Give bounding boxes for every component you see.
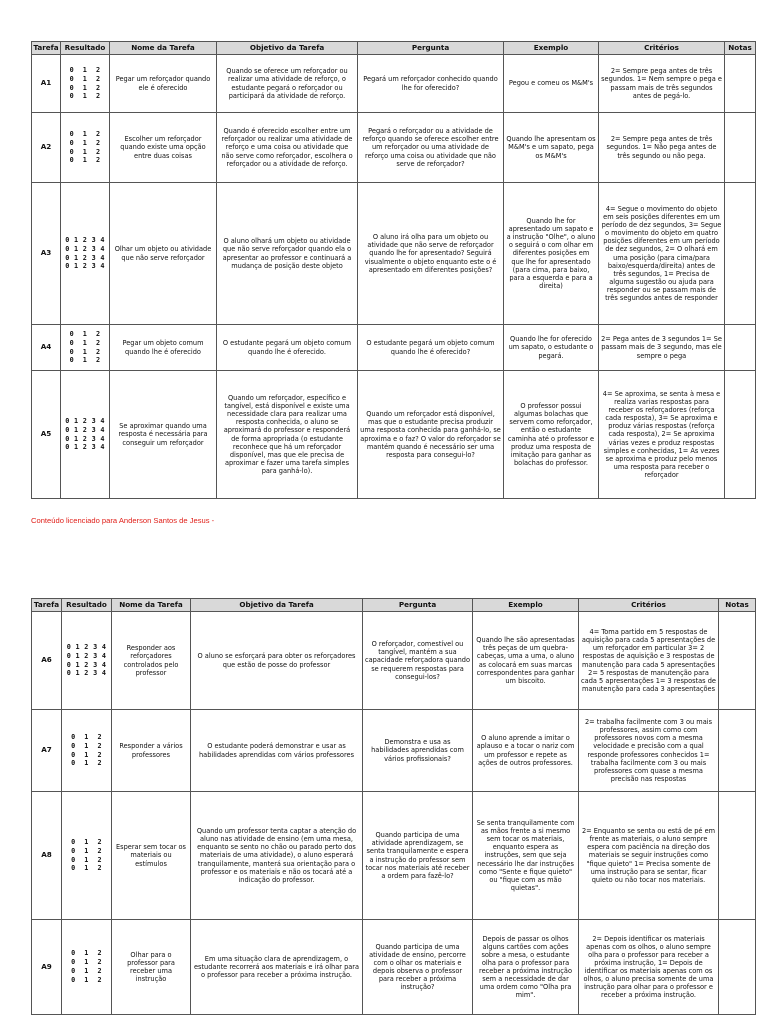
header-tarefa: Tarefa xyxy=(32,599,62,612)
score-cell xyxy=(61,113,110,183)
score-line: 0 1 2 3 4 xyxy=(65,443,105,452)
score-cell xyxy=(61,371,110,499)
score-cell xyxy=(62,612,112,710)
task-question: Demonstra e usa as habilidades aprendidas com vários profissionais? xyxy=(363,710,473,792)
header-notas: Notas xyxy=(725,42,756,55)
task-objective: O aluno se esforçará para obter os reforçadores que estão de posse do professor xyxy=(191,612,363,710)
task-name: Responder aos reforçadores controlados pelo professor xyxy=(112,612,191,710)
header-nome: Nome da Tarefa xyxy=(110,42,217,55)
table-row xyxy=(32,792,756,920)
header-resultado: Resultado xyxy=(61,42,110,55)
task-objective: Quando é oferecido escolher entre um reforçador ou realizar uma atividade de reforço e uma coisa ou atividade que não serve como reforçador, escolhera o reforçador ou a atividade de reforço. xyxy=(217,113,358,183)
table-row xyxy=(32,113,756,183)
task-question: Pegará o reforçador ou a atividade de reforço quando se oferece escolher entre um reforçador ou uma atividade de reforço uma coisa ou atividade que não serve de reforçador? xyxy=(358,113,504,183)
score-line: 0 1 2 3 4 xyxy=(65,262,105,271)
task-objective: O estudante poderá demonstrar e usar as habilidades aprendidas com vários professores xyxy=(191,710,363,792)
table-row xyxy=(32,55,756,113)
score-line: 0 1 2 xyxy=(71,846,102,855)
score-line: 0 1 2 xyxy=(71,732,102,741)
score-line: 0 1 2 xyxy=(69,156,101,165)
table-row xyxy=(32,710,756,792)
task-name: Esperar sem tocar os materiais ou estímulos xyxy=(112,792,191,920)
header-objetivo: Objetivo da Tarefa xyxy=(217,42,358,55)
header-resultado: Resultado xyxy=(62,599,112,612)
task-question: Quando um reforçador está disponível, mas que o estudante precisa produzir uma resposta conhecida para ganhá-lo, se aproxima e o faz? O valor do reforçador se mantém quando é necessário ser uma resposta para consegui-lo? xyxy=(358,371,504,499)
task-name: Responder a vários professores xyxy=(112,710,191,792)
task-name: Se aproximar quando uma resposta é necessária para conseguir um reforçador xyxy=(110,371,217,499)
task-question: O aluno irá olha para um objeto ou atividade que não serve de reforçador quando lhe for apresentado? Seguirá visualmente o objeto enquanto este o é apresentado em diferentes posições? xyxy=(358,183,504,325)
score-line: 0 1 2 xyxy=(69,347,101,356)
score-line: 0 1 2 xyxy=(69,338,101,347)
task-criteria: 4= Toma partido em 5 respostas de aquisição para cada 5 apresentações de um reforçador em particular 3= 2 respostas de aquisição e 3 respostas de manutenção para cada 5 apresentações 2= 5 respostas de manutenção para cada 5 apresentações 1= 3 respostas de manutenção para cada 3 apresentações xyxy=(579,612,719,710)
score-line: 0 1 2 xyxy=(71,741,102,750)
score-line: 0 1 2 xyxy=(69,129,101,138)
header-criterios: Critérios xyxy=(599,42,725,55)
task-id: A4 xyxy=(32,325,61,371)
task-criteria: 2= Depois identificar os materiais apenas com os olhos, o aluno sempre olha para o professor para receber a próxima instrução, 1= Depois de identificar os materiais apenas com os olhos, o aluno precisa somente de uma instrução para olhar para o professor e receber a próxima instrução. xyxy=(579,920,719,1015)
score-cell xyxy=(61,325,110,371)
task-example: Quando lhe apresentam os M&M's e um sapato, pega os M&M's xyxy=(504,113,599,183)
task-id: A1 xyxy=(32,55,61,113)
score-line: 0 1 2 xyxy=(69,356,101,365)
table-row xyxy=(32,325,756,371)
task-id: A6 xyxy=(32,612,62,710)
task-id: A7 xyxy=(32,710,62,792)
score-line: 0 1 2 xyxy=(71,975,102,984)
task-name: Pegar um reforçador quando ele é oferecido xyxy=(110,55,217,113)
task-id: A9 xyxy=(32,920,62,1015)
task-notes xyxy=(719,792,756,920)
task-criteria: 2= Enquanto se senta ou está de pé em frente as materiais, o aluno sempre espera com paciência na direção dos materiais se seguir instruções como "fique quieto" 1= Precisa somente de uma instrução para se sentar, ficar quieto ou não tocar nos materiais. xyxy=(579,792,719,920)
score-line: 0 1 2 xyxy=(71,855,102,864)
task-name: Olhar para o professor para receber uma instrução xyxy=(112,920,191,1015)
header-row xyxy=(32,42,756,55)
score-line: 0 1 2 3 4 xyxy=(66,642,107,651)
header-tarefa: Tarefa xyxy=(32,42,61,55)
task-notes xyxy=(719,612,756,710)
task-objective: O aluno olhará um objeto ou atividade que não serve reforçador quando ela o apresentar ao professor e continuará a mudança de posição deste objeto xyxy=(217,183,358,325)
score-cell xyxy=(61,183,110,325)
task-question: Pegará um reforçador conhecido quando lhe for oferecido? xyxy=(358,55,504,113)
score-line: 0 1 2 3 4 xyxy=(65,244,105,253)
score-cell xyxy=(62,920,112,1015)
score-cell xyxy=(61,55,110,113)
license-notice: Conteúdo licenciado para Anderson Santos de Jesus - xyxy=(31,516,215,525)
score-line: 0 1 2 xyxy=(71,949,102,958)
task-example: Pegou e comeu os M&M's xyxy=(504,55,599,113)
table-row xyxy=(32,371,756,499)
task-example: Quando lhe for oferecido um sapato, o estudante o pegará. xyxy=(504,325,599,371)
score-line: 0 1 2 xyxy=(71,967,102,975)
header-pergunta: Pergunta xyxy=(363,599,473,612)
score-line: 0 1 2 3 4 xyxy=(65,416,105,425)
score-line: 0 1 2 xyxy=(69,74,101,83)
score-line: 0 1 2 3 4 xyxy=(65,235,105,244)
task-objective: O estudante pegará um objeto comum quando lhe é oferecido. xyxy=(217,325,358,371)
task-notes xyxy=(725,55,756,113)
task-question: O estudante pegará um objeto comum quando lhe é oferecido? xyxy=(358,325,504,371)
header-notas: Notas xyxy=(719,599,756,612)
header-pergunta: Pergunta xyxy=(358,42,504,55)
score-line: 0 1 2 xyxy=(71,864,102,873)
task-example: Quando lhe for apresentado um sapato e a instrução "Olhe", o aluno o seguirá o com olhar em diferentes posições em que lhe for apresentado (para cima, para baixo, para a esquerda e para a direita) xyxy=(504,183,599,325)
score-line: 0 1 2 3 4 xyxy=(66,660,107,669)
task-objective: Quando um reforçador, específico e tangível, está disponível e existe uma necessidade clara para realizar uma resposta conhecida, o aluno se aproximará do professor e responderá de forma apropriada (o estudante reconhece que há um reforçador disponível, mas que ele precisa de aproximar e fazer uma tarefa simples para ganhá-lo). xyxy=(217,371,358,499)
task-notes xyxy=(719,710,756,792)
task-criteria: 2= trabalha facilmente com 3 ou mais professores, assim como com professores novos com a mesma velocidade e precisão com a qual responde professores conhecidos 1= trabalha facilmente com 3 ou mais professores com quase a mesma precisão nas respostas xyxy=(579,710,719,792)
score-line: 0 1 2 xyxy=(69,138,101,147)
task-id: A2 xyxy=(32,113,61,183)
task-criteria: 2= Pega antes de 3 segundos 1= Se passam mais de 3 segundo, mas ele sempre o pega xyxy=(599,325,725,371)
task-id: A8 xyxy=(32,792,62,920)
header-nome: Nome da Tarefa xyxy=(112,599,191,612)
task-example: O professor possui algumas bolachas que servem como reforçador, então o estudante caminha até o professor e produz uma resposta de imitação para ganhar as bolachas do professor. xyxy=(504,371,599,499)
task-example: O aluno aprende a imitar o aplauso e a tocar o nariz com um professor e repete as ações de outros professores. xyxy=(473,710,579,792)
score-line: 0 1 2 xyxy=(69,92,101,101)
assessment-table-1 xyxy=(31,41,756,499)
header-objetivo: Objetivo da Tarefa xyxy=(191,599,363,612)
score-line: 0 1 2 3 4 xyxy=(65,434,105,443)
score-line: 0 1 2 xyxy=(71,958,102,967)
score-line: 0 1 2 3 4 xyxy=(65,425,105,434)
task-notes xyxy=(725,183,756,325)
task-criteria: 4= Segue o movimento do objeto em seis posições diferentes em um período de dez segundos, 3= Segue o movimento do objeto em quatro posições diferentes em um período de dez segundos, 2= O olhará em uma posição (para cima/para baixo/esquerda/direita) antes de três segundos, 1= Precisa de alguma sugestão ou ajuda para responder ou se passam mais de três segundos antes de responder xyxy=(599,183,725,325)
task-example: Se senta tranquilamente com as mãos frente a si mesmo sem tocar os materiais, enquanto espera as instruções, sem que seja necessário lhe dar instruções como "Sente e fique quieto" ou "fique com as mão quietas". xyxy=(473,792,579,920)
task-question: Quando participa de uma atividade de ensino, percorre com o olhar os materiais e depois observa o professor para receber a próxima instrução? xyxy=(363,920,473,1015)
task-criteria: 2= Sempre pega antes de três segundos. 1= Nem sempre o pega e passam mais de três segundos antes de pegá-lo. xyxy=(599,55,725,113)
score-line: 0 1 2 xyxy=(69,83,101,92)
score-line: 0 1 2 xyxy=(71,759,102,768)
task-id: A3 xyxy=(32,183,61,325)
task-objective: Quando um professor tenta captar a atenção do aluno nas atividade de ensino (em uma mesa, enquanto se sento no chão ou parado perto dos materiais de uma atividade), o aluno esperará tranquilamente, manterá sua orientação para o professor e os materiais e não os tocará até a indicação do professor. xyxy=(191,792,363,920)
header-criterios: Critérios xyxy=(579,599,719,612)
task-objective: Quando se oferece um reforçador ou realizar uma atividade de reforço, o estudante pegará o reforçador ou participará da atividade de reforço. xyxy=(217,55,358,113)
task-criteria: 4= Se aproxima, se senta à mesa e realiza varias respostas para receber os reforçadores (reforça cada resposta), 3= Se aproxima e produz várias respostas (reforça cada resposta), 2= Se aproxima várias vezes e produz respostas simples e conhecidas, 1= As vezes se aproxima e produz pelo menos uma resposta para receber o reforçador xyxy=(599,371,725,499)
task-name: Escolher um reforçador quando existe uma opção entre duas coisas xyxy=(110,113,217,183)
task-example: Depois de passar os olhos alguns cartões com ações sobre a mesa, o estudante olha para o professor para receber a próxima instrução sem a necessidade de dar uma ordem como "Olha pra mim". xyxy=(473,920,579,1015)
score-line: 0 1 2 xyxy=(69,65,101,74)
score-cell xyxy=(62,792,112,920)
score-line: 0 1 2 xyxy=(71,750,102,759)
score-cell xyxy=(62,710,112,792)
task-name: Pegar um objeto comum quando lhe é oferecido xyxy=(110,325,217,371)
assessment-table-2 xyxy=(31,598,756,1015)
header-exemplo: Exemplo xyxy=(504,42,599,55)
score-line: 0 1 2 xyxy=(71,837,102,846)
task-question: Quando participa de uma atividade aprendizagem, se senta tranquilamente e espera a instrução do professor sem tocar nos materiais até receber a ordem para fazê-lo? xyxy=(363,792,473,920)
task-notes xyxy=(725,113,756,183)
table-row xyxy=(32,920,756,1015)
task-name: Olhar um objeto ou atividade que não serve reforçador xyxy=(110,183,217,325)
table-row xyxy=(32,612,756,710)
task-question: O reforçador, comestível ou tangível, mantém a sua capacidade reforçadora quando se requerem respostas para consegui-los? xyxy=(363,612,473,710)
header-row xyxy=(32,599,756,612)
task-criteria: 2= Sempre pega antes de três segundos. 1= Não pega antes de três segundo ou não pega. xyxy=(599,113,725,183)
task-notes xyxy=(719,920,756,1015)
task-example: Quando lhe são apresentadas três peças de um quebra-cabeças, uma a uma, o aluno as colocará em suas marcas correspondentes para ganhar um biscoito. xyxy=(473,612,579,710)
table-row xyxy=(32,183,756,325)
score-line: 0 1 2 3 4 xyxy=(65,253,105,262)
score-line: 0 1 2 xyxy=(69,147,101,156)
task-id: A5 xyxy=(32,371,61,499)
task-notes xyxy=(725,371,756,499)
score-line: 0 1 2 xyxy=(69,329,101,338)
task-objective: Em uma situação clara de aprendizagem, o estudante recorrerá aos materiais e irá olhar para o professor para receber a próxima instrução. xyxy=(191,920,363,1015)
score-line: 0 1 2 3 4 xyxy=(66,651,107,660)
score-line: 0 1 2 3 4 xyxy=(66,669,107,678)
header-exemplo: Exemplo xyxy=(473,599,579,612)
task-notes xyxy=(725,325,756,371)
